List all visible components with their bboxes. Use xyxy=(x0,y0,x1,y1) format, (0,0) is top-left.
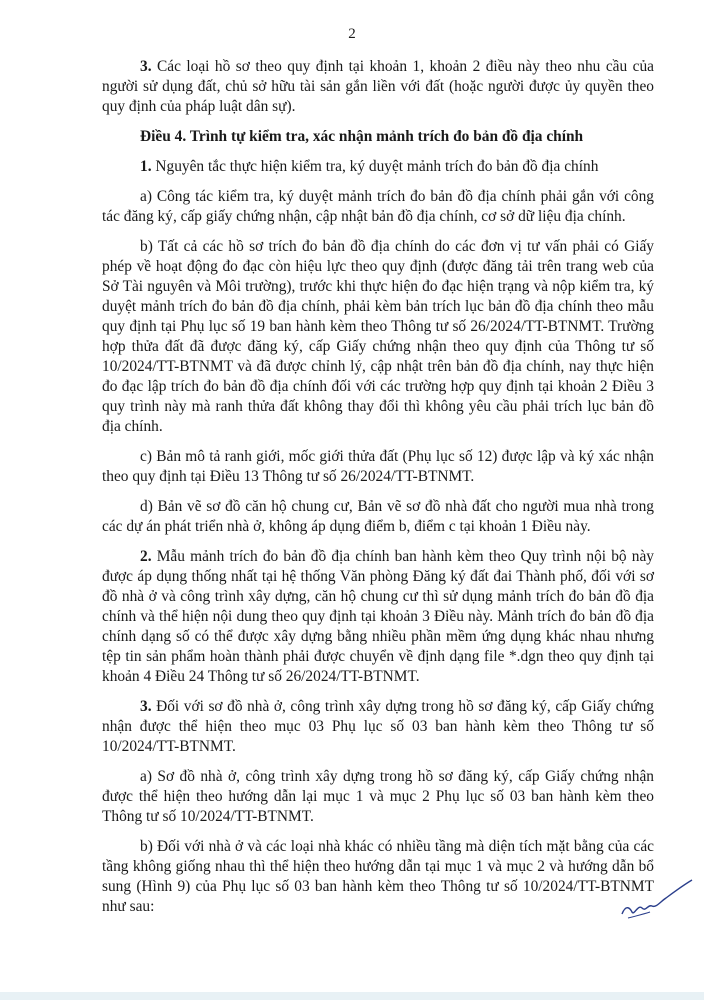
paragraph-khoan-1 xyxy=(102,157,654,177)
article-4-heading xyxy=(102,127,654,147)
paragraph-point-b xyxy=(102,237,654,437)
paragraph-khoan-3 xyxy=(102,57,654,117)
paragraph-text: d) Bản vẽ sơ đồ căn hộ chung cư, Bản vẽ sơ đồ nhà đất cho người mua nhà trong các dự án phát triển nhà ở, không áp dụng điểm b, điểm c tại khoản 1 Điều này. xyxy=(102,498,654,535)
paragraph-text: a) Sơ đồ nhà ở, công trình xây dựng trong hồ sơ đăng ký, cấp Giấy chứng nhận được thể hiện theo hướng dẫn lại mục 1 và mục 2 Phụ lục số 03 ban hành kèm theo Thông tư số 10/2024/TT-BTNMT. xyxy=(102,768,654,825)
paragraph-khoan-2 xyxy=(102,547,654,687)
paragraph-point-b2 xyxy=(102,837,654,917)
paragraph-number: 2. xyxy=(140,548,152,565)
paragraph-text: Đối với sơ đồ nhà ở, công trình xây dựng trong hồ sơ đăng ký, cấp Giấy chứng nhận được thể hiện theo mục 03 Phụ lục số 03 ban hành kèm theo Thông tư số 10/2024/TT-BTNMT. xyxy=(102,698,654,755)
paragraph-khoan-3b xyxy=(102,697,654,757)
paragraph-point-d xyxy=(102,497,654,537)
page-bottom-edge xyxy=(0,992,704,1000)
paragraph-text: a) Công tác kiểm tra, ký duyệt mảnh trích đo bản đồ địa chính phải gắn với công tác đăng ký, cấp giấy chứng nhận, cập nhật bản đồ địa chính, cơ sở dữ liệu địa chính. xyxy=(102,188,654,225)
paragraph-text: Mẫu mảnh trích đo bản đồ địa chính ban hành kèm theo Quy trình nội bộ này được áp dụng thống nhất tại hệ thống Văn phòng Đăng ký đất đai Thành phố, đối với sơ đồ nhà ở và công trình xây dựng, căn hộ chung cư thì sử dụng mảnh trích đo bản đồ địa chính và thể hiện nội dung theo quy định tại khoản 3 Điều này. Mảnh trích đo bản đồ địa chính dạng số có thể được xây dựng bằng nhiều phần mềm ứng dụng khác nhau nhưng tệp tin sản phẩm hoàn thành phải được chuyển về định dạng file *.dgn theo quy định tại khoản 4 Điều 24 Thông tư số 26/2024/TT-BTNMT. xyxy=(102,548,654,685)
article-title: Trình tự kiểm tra, xác nhận mảnh trích đo bản đồ địa chính xyxy=(186,128,584,145)
handwritten-signature xyxy=(616,874,696,924)
paragraph-text: Các loại hồ sơ theo quy định tại khoản 1, khoản 2 điều này theo nhu cầu của người sử dụng đất, chủ sở hữu tài sản gắn liền với đất (hoặc người được ủy quyền theo quy định của pháp luật dân sự). xyxy=(102,58,654,115)
page-number: 2 xyxy=(348,26,356,42)
paragraph-point-c xyxy=(102,447,654,487)
paragraph-number: 3. xyxy=(140,58,152,75)
paragraph-point-a2 xyxy=(102,767,654,827)
paragraph-text: c) Bản mô tả ranh giới, mốc giới thửa đất (Phụ lục số 12) được lập và ký xác nhận theo quy định tại Điều 13 Thông tư số 26/2024/TT-BTNMT. xyxy=(102,448,654,485)
document-body xyxy=(102,57,654,927)
paragraph-point-a xyxy=(102,187,654,227)
article-number: Điều 4. xyxy=(140,128,187,145)
paragraph-text: b) Tất cả các hồ sơ trích đo bản đồ địa chính do các đơn vị tư vấn phải có Giấy phép về hoạt động đo đạc còn hiệu lực theo quy định (được đăng tải trên trang web của Sở Tài nguyên và Môi trường), trước khi thực hiện đo đạc hiện trạng và nộp kiểm tra, ký duyệt mảnh trích đo bản đồ địa chính, phải kèm bản trích lục bản đồ địa chính theo mẫu quy định tại Phụ lục số 19 ban hành kèm theo Thông tư số 26/2024/TT-BTNMT. Trường hợp thửa đất đã được đăng ký, cấp Giấy chứng nhận theo quy định của Thông tư số 10/2024/TT-BTNMT và đã được chỉnh lý, cập nhật trên bản đồ địa chính, nay thực hiện đo đạc lập trích đo bản đồ địa chính đối với các trường hợp quy định tại khoản 2 Điều 3 quy trình này mà ranh thửa đất không thay đổi thì không yêu cầu phải trích lục bản đồ địa chính. xyxy=(102,238,654,435)
paragraph-number: 1. xyxy=(140,158,152,175)
paragraph-number: 3. xyxy=(140,698,152,715)
paragraph-text: b) Đối với nhà ở và các loại nhà khác có nhiều tầng mà diện tích mặt bằng của các tầng không giống nhau thì thể hiện theo hướng dẫn tại mục 1 và mục 2 và hướng dẫn bổ sung (Hình 9) của Phụ lục số 03 ban hành kèm theo Thông tư số 10/2024/TT-BTNMT như sau: xyxy=(102,838,654,915)
paragraph-text: Nguyên tắc thực hiện kiểm tra, ký duyệt mảnh trích đo bản đồ địa chính xyxy=(151,158,599,175)
